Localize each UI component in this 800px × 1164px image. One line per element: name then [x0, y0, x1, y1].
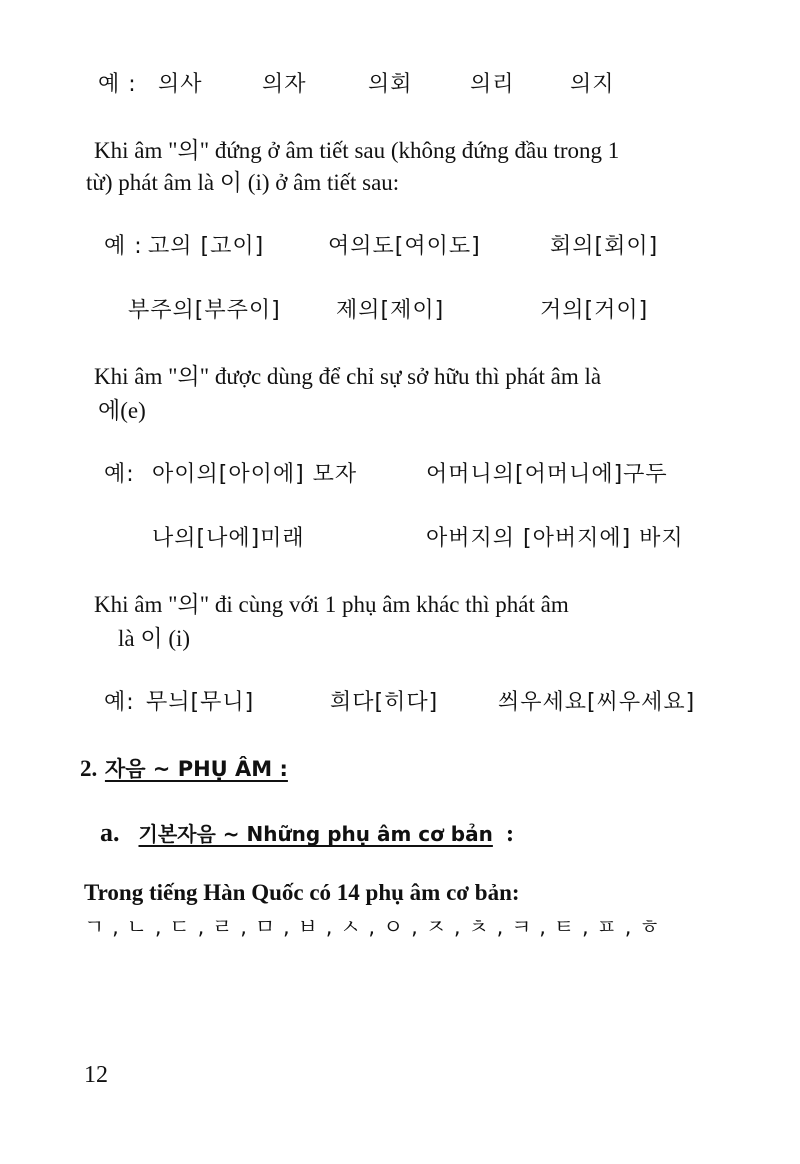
example-1-line: [0, 70, 800, 100]
rule-paragraph-line: 에(e): [98, 398, 146, 423]
rule-paragraph-line: Khi âm "의" đi cùng với 1 phụ âm khác thì phát âm: [94, 592, 569, 617]
section-number: 2.: [80, 756, 98, 781]
subsection-letter: a.: [100, 818, 120, 847]
example-2-row-2: [0, 296, 800, 326]
rule-paragraph-line: từ) phát âm là 이 (i) ở âm tiết sau:: [86, 170, 400, 195]
example-3-row-1: [0, 460, 800, 490]
example-word: 의리: [470, 72, 515, 97]
example-label: 예:: [104, 462, 135, 487]
example-word: 부주의[부주이]: [128, 298, 281, 323]
section-title: 자음 ~ PHỤ ÂM :: [104, 757, 288, 781]
basic-consonants-heading: Trong tiếng Hàn Quốc có 14 phụ âm cơ bản:: [84, 880, 520, 905]
example-word: 여의도[여이도]: [328, 234, 481, 259]
subsection-colon: :: [505, 821, 514, 847]
section-heading: [80, 754, 288, 784]
subsection-title: 기본자음 ~ Những phụ âm cơ bản: [138, 822, 493, 846]
example-4-line: [0, 688, 800, 718]
example-word: 나의[나에]미래: [152, 526, 305, 551]
example-word: 의지: [570, 72, 615, 97]
example-2-row-1: [0, 232, 800, 262]
example-label: 예 :: [104, 234, 143, 259]
example-word: 의회: [368, 72, 413, 97]
example-word: 거의[거이]: [540, 298, 649, 323]
example-3-row-2: [0, 524, 800, 554]
example-word: 어머니의[어머니에]구두: [426, 462, 668, 487]
consonant-list: ㄱ , ㄴ , ㄷ , ㄹ , ㅁ , ㅂ , ㅅ , ㅇ , ㅈ , ㅊ , ㅋ , ㅌ , ㅍ , ㅎ: [84, 915, 661, 939]
subsection-heading: [100, 818, 514, 850]
example-word: 제의[제이]: [336, 298, 445, 323]
example-label: 예:: [104, 690, 135, 715]
example-word: 고의 [고이]: [148, 234, 265, 259]
example-word: 씌우세요[씨우세요]: [498, 690, 696, 715]
example-word: 아버지의 [아버지에] 바지: [426, 526, 684, 551]
rule-paragraph-line: Khi âm "의" được dùng để chỉ sự sở hữu thì phát âm là: [94, 364, 602, 389]
example-word: 의자: [262, 72, 307, 97]
rule-paragraph-line: là 이 (i): [118, 626, 191, 651]
example-word: 의사: [158, 72, 203, 97]
example-word: 희다[히다]: [330, 690, 439, 715]
example-word: 회의[회이]: [550, 234, 659, 259]
rule-paragraph-line: Khi âm "의" đứng ở âm tiết sau (không đứng đầu trong 1: [94, 138, 620, 163]
example-word: 아이의[아이에] 모자: [152, 462, 358, 487]
example-word: 무늬[무니]: [146, 690, 255, 715]
example-label: 예 :: [98, 72, 137, 97]
page-number: 12: [84, 1062, 108, 1088]
